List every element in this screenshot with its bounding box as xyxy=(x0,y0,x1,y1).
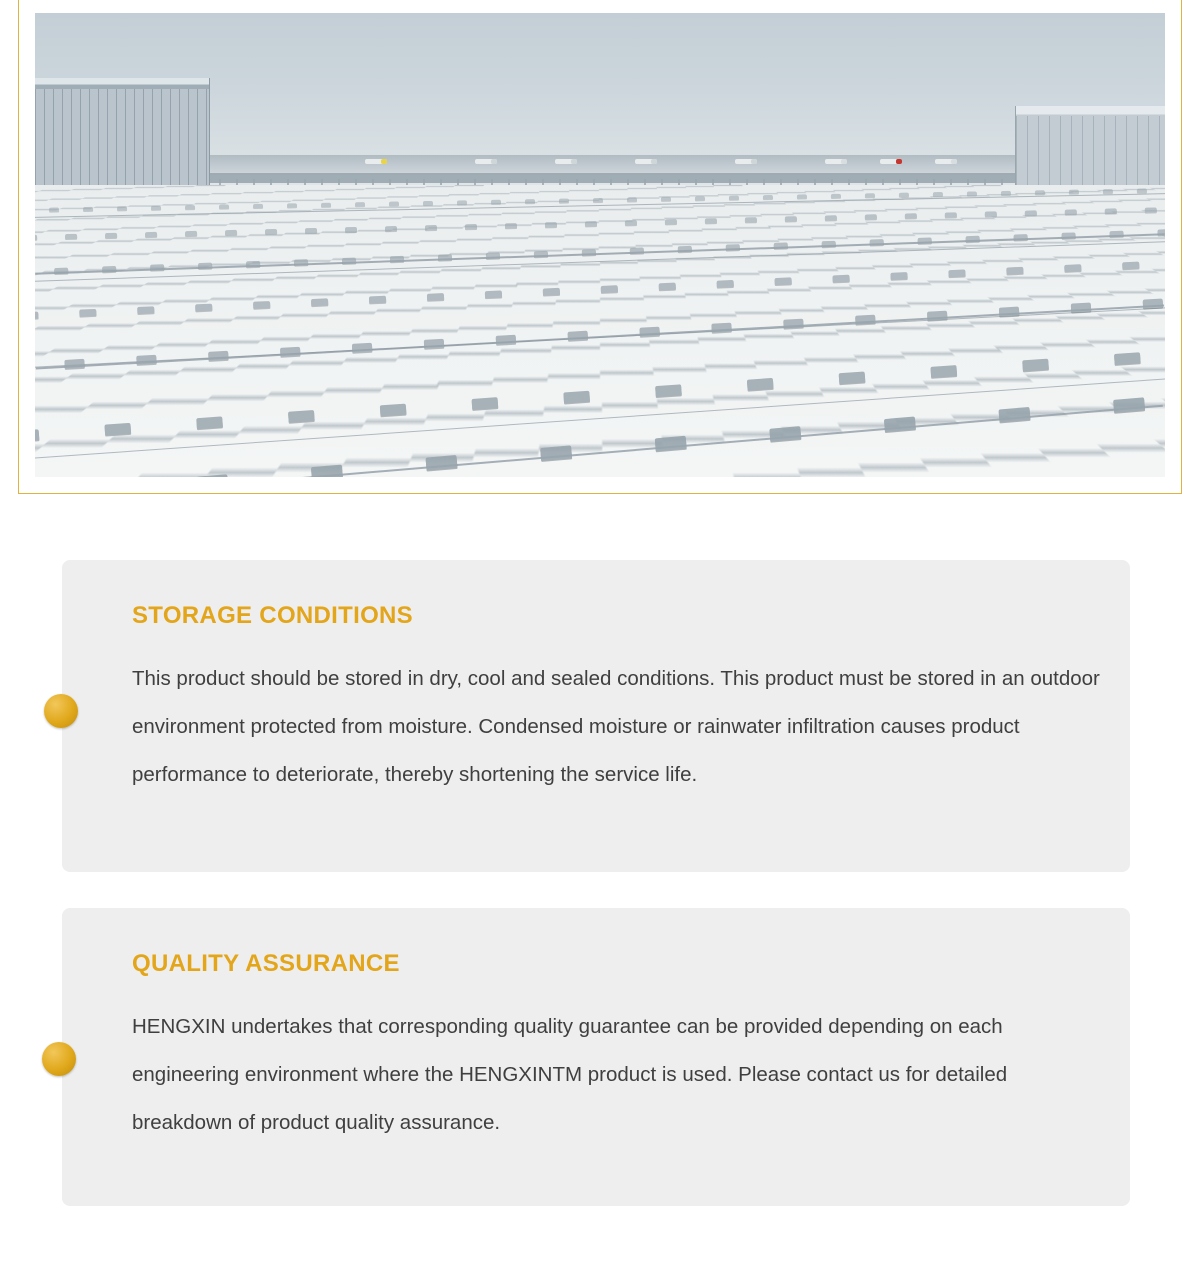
mount-block xyxy=(705,217,717,223)
mount-block xyxy=(769,426,801,442)
aircraft-tail xyxy=(491,159,497,164)
mount-block xyxy=(774,242,788,248)
mount-block xyxy=(465,223,477,229)
mount-block xyxy=(864,193,874,198)
mount-block xyxy=(83,207,93,212)
mount-block xyxy=(311,464,343,477)
mount-block xyxy=(253,204,263,209)
mount-block xyxy=(389,201,399,206)
mount-block xyxy=(1122,261,1139,269)
mount-block xyxy=(884,416,916,432)
mount-block xyxy=(1142,299,1163,309)
mount-block xyxy=(1105,208,1117,214)
mount-block xyxy=(745,216,757,222)
mount-block xyxy=(905,213,917,219)
aircraft-tail xyxy=(841,159,847,164)
mount-block xyxy=(1022,358,1048,371)
mount-block xyxy=(600,284,617,292)
aircraft-mark xyxy=(880,159,902,164)
mount-block xyxy=(655,436,687,452)
mount-block xyxy=(898,192,908,197)
quality-assurance-card xyxy=(62,908,1130,1206)
mount-block xyxy=(665,218,677,224)
mount-block xyxy=(425,224,437,230)
mount-block xyxy=(424,339,445,349)
mount-block xyxy=(35,234,37,240)
mount-block xyxy=(426,292,443,300)
mount-block xyxy=(195,303,212,311)
mount-block xyxy=(390,256,404,262)
storage-conditions-card xyxy=(62,560,1130,872)
mount-block xyxy=(678,246,692,252)
mount-block xyxy=(1062,232,1076,238)
mount-block xyxy=(567,331,588,341)
hangar-building-left xyxy=(35,78,210,189)
mount-block xyxy=(832,274,849,282)
mount-block xyxy=(625,219,637,225)
mount-block xyxy=(265,228,277,234)
mount-block xyxy=(457,200,467,205)
mount-block xyxy=(726,244,740,250)
mount-block xyxy=(151,205,161,210)
mount-block xyxy=(345,226,357,232)
mount-block xyxy=(505,222,517,228)
mount-block xyxy=(716,279,733,287)
mount-block xyxy=(484,290,501,298)
mount-block xyxy=(65,233,77,239)
mount-block xyxy=(855,315,876,325)
mount-block xyxy=(208,351,229,361)
quality-assurance-text: HENGXIN undertakes that corresponding quality guarantee can be provided depending on each engineering environment where the HENGXINTM product is used. Please contact us for detailed breakdown of product quality assurance. xyxy=(132,1015,1008,1134)
mount-block xyxy=(280,347,301,357)
mount-block xyxy=(1034,190,1044,195)
mount-block xyxy=(219,204,229,209)
mount-block xyxy=(747,377,773,390)
aircraft-tail xyxy=(651,159,657,164)
mount-block xyxy=(305,227,317,233)
aircraft-tail xyxy=(896,159,902,164)
mount-block xyxy=(225,229,237,235)
mount-block xyxy=(1113,397,1145,413)
aircraft-mark xyxy=(475,159,497,164)
mount-block xyxy=(582,249,596,255)
bullet-dot-icon xyxy=(42,1042,76,1076)
mount-block xyxy=(545,221,557,227)
mount-block xyxy=(774,277,791,285)
mount-block xyxy=(695,196,705,201)
mount-block xyxy=(534,251,548,257)
mount-block xyxy=(150,264,164,270)
mount-block xyxy=(355,202,365,207)
mount-block xyxy=(728,195,738,200)
mount-block xyxy=(196,416,222,429)
aircraft-mark xyxy=(735,159,757,164)
mount-block xyxy=(542,287,559,295)
hangar-building-right xyxy=(1015,106,1165,190)
mount-block xyxy=(352,343,373,353)
mount-block xyxy=(1014,234,1028,240)
mount-block xyxy=(64,359,85,369)
mount-block xyxy=(1025,210,1037,216)
mount-block xyxy=(822,241,836,247)
mount-block xyxy=(655,384,681,397)
mount-block xyxy=(385,225,397,231)
aircraft-mark xyxy=(825,159,847,164)
mount-block xyxy=(627,197,637,202)
mount-block xyxy=(438,254,452,260)
mount-block xyxy=(865,214,877,220)
mount-block xyxy=(486,252,500,258)
mount-block xyxy=(711,323,732,333)
aircraft-tail xyxy=(381,159,387,164)
mount-block xyxy=(102,266,116,272)
mount-block xyxy=(246,261,260,267)
mount-block xyxy=(658,282,675,290)
aircraft-tail xyxy=(951,159,957,164)
mount-block xyxy=(79,308,96,316)
aircraft-mark xyxy=(365,159,387,164)
mount-block xyxy=(870,239,884,245)
mount-block xyxy=(294,259,308,265)
mount-block xyxy=(948,269,965,277)
aircraft-mark xyxy=(555,159,577,164)
metal-roof-surface xyxy=(35,185,1165,477)
mount-block xyxy=(593,198,603,203)
mount-block xyxy=(35,311,38,319)
mount-block xyxy=(1102,189,1112,194)
mount-block xyxy=(918,237,932,243)
mount-block xyxy=(966,191,976,196)
mount-block xyxy=(145,231,157,237)
aircraft-mark xyxy=(935,159,957,164)
mount-block xyxy=(49,207,59,212)
aircraft-mark xyxy=(635,159,657,164)
storage-conditions-title: STORAGE CONDITIONS xyxy=(132,602,413,629)
mount-block xyxy=(585,220,597,226)
mount-block xyxy=(945,212,957,218)
mount-block xyxy=(1006,266,1023,274)
mount-block xyxy=(104,422,130,435)
mount-block xyxy=(639,327,660,337)
mount-block xyxy=(321,202,331,207)
mount-block xyxy=(1071,303,1092,313)
mount-block xyxy=(999,307,1020,317)
mount-block xyxy=(288,410,314,423)
mount-block xyxy=(185,230,197,236)
mount-block xyxy=(368,295,385,303)
mount-block xyxy=(927,311,948,321)
mount-block xyxy=(830,193,840,198)
mount-block xyxy=(54,267,68,273)
mount-block xyxy=(985,211,997,217)
mount-block xyxy=(1065,209,1077,215)
mount-block xyxy=(563,390,589,403)
bullet-dot-icon xyxy=(44,694,78,728)
mount-block xyxy=(1110,230,1124,236)
mount-block xyxy=(117,206,127,211)
storage-conditions-text: This product should be stored in dry, cool and sealed conditions. This product must be stored in an outdoor environment protected from moisture. Condensed moisture or rainwater infiltration causes product performance to deteriorate, thereby shortening the service life. xyxy=(132,667,1100,786)
mount-block xyxy=(198,262,212,268)
mount-block xyxy=(525,199,535,204)
mount-block xyxy=(998,407,1030,423)
mount-block xyxy=(342,257,356,263)
mount-block xyxy=(491,199,501,204)
mount-block xyxy=(1068,189,1078,194)
mount-block xyxy=(661,196,671,201)
mount-block xyxy=(1000,191,1010,196)
mount-block xyxy=(540,445,572,461)
mount-block xyxy=(1136,188,1146,193)
mount-block xyxy=(825,215,837,221)
mount-block xyxy=(185,205,195,210)
mount-block xyxy=(762,195,772,200)
mount-block xyxy=(253,300,270,308)
mount-block xyxy=(1114,352,1140,365)
mount-block xyxy=(105,232,117,238)
mount-block xyxy=(785,215,797,221)
mount-block xyxy=(380,403,406,416)
mount-block xyxy=(630,247,644,253)
mount-block xyxy=(423,201,433,206)
mount-block xyxy=(1158,229,1165,235)
aircraft-tail xyxy=(751,159,757,164)
mount-block xyxy=(287,203,297,208)
quality-assurance-title: QUALITY ASSURANCE xyxy=(132,950,400,977)
mount-block xyxy=(1145,207,1157,213)
mount-block xyxy=(796,194,806,199)
aircraft-tail xyxy=(571,159,577,164)
mount-block xyxy=(890,271,907,279)
mount-block xyxy=(559,198,569,203)
mount-block xyxy=(839,371,865,384)
roof-photo xyxy=(35,13,1165,477)
mount-block xyxy=(495,335,516,345)
mount-block xyxy=(783,319,804,329)
mount-block xyxy=(425,455,457,471)
mount-block xyxy=(310,298,327,306)
mount-block xyxy=(137,305,154,313)
mount-block xyxy=(136,355,157,365)
mount-block xyxy=(472,397,498,410)
mount-block xyxy=(932,192,942,197)
mount-block xyxy=(930,365,956,378)
mount-block xyxy=(966,235,980,241)
hero-image-frame xyxy=(18,0,1182,494)
mount-block xyxy=(1064,263,1081,271)
